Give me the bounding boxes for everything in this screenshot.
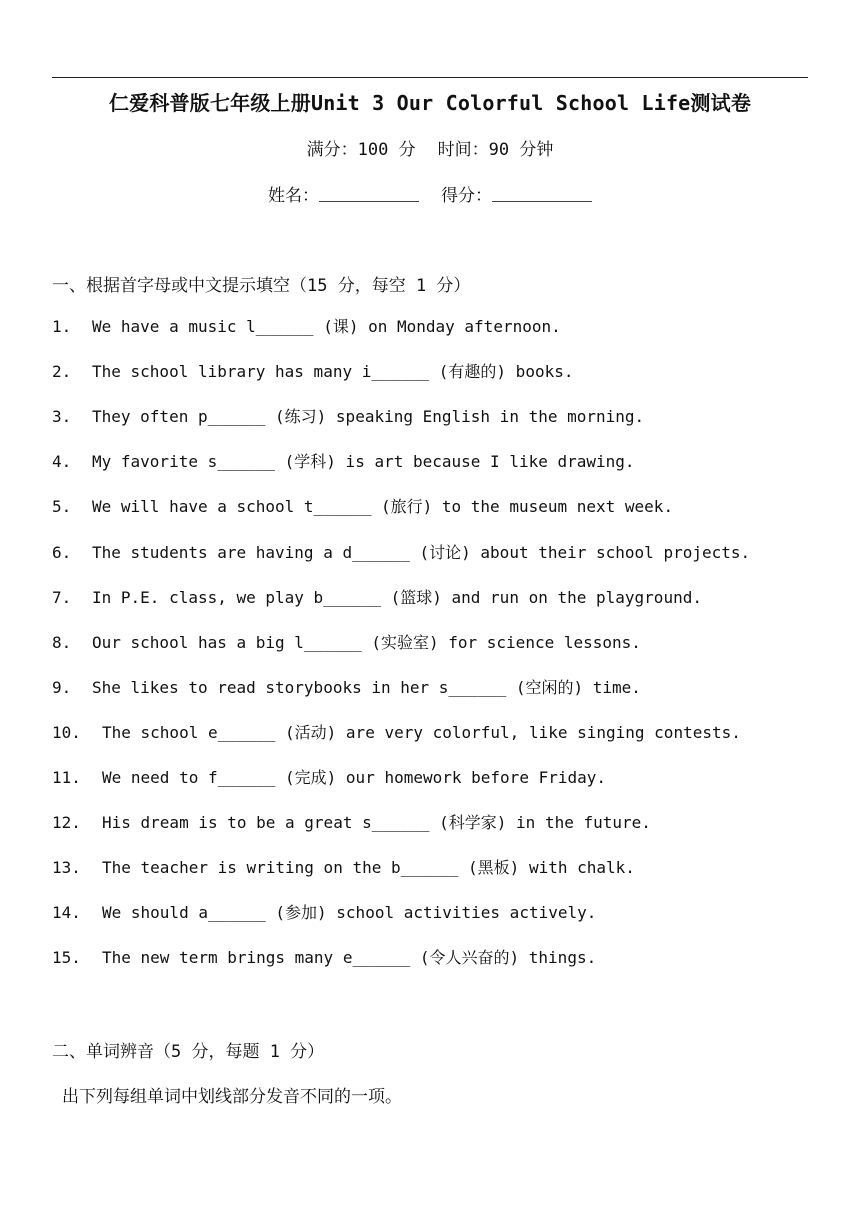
question-item	[52, 946, 596, 970]
question-text: The students are having a d______ (讨论) about their school projects.	[92, 542, 751, 562]
section-1-heading: 一、根据首字母或中文提示填空（15 分，每空 1 分）	[52, 276, 471, 296]
question-text: The teacher is writing on the b______ (黑板) with chalk.	[102, 858, 635, 878]
full-score-label: 满分：100 分	[306, 140, 416, 160]
section-2-instruction: 出下列每组单词中划线部分发音不同的一项。	[62, 1087, 402, 1107]
top-divider	[52, 77, 808, 78]
time-label: 时间：90 分钟	[437, 140, 554, 160]
question-item	[52, 315, 561, 339]
exam-info	[0, 135, 860, 160]
question-number: 4.	[52, 452, 72, 472]
name-blank[interactable]	[319, 187, 419, 202]
question-item	[52, 721, 741, 745]
question-text: We need to f______ (完成) our homework before Friday.	[102, 768, 607, 787]
question-text: We will have a school t______ (旅行) to the museum next week.	[92, 497, 674, 517]
question-item	[52, 495, 673, 519]
question-item	[52, 856, 635, 880]
mark-blank[interactable]	[492, 187, 592, 202]
question-number: 2.	[52, 362, 72, 382]
question-number: 12.	[52, 813, 81, 833]
section-2-heading: 二、单词辨音（5 分，每题 1 分）	[52, 1042, 325, 1062]
question-item	[52, 541, 750, 565]
question-text: The new term brings many e______ (令人兴奋的) things.	[102, 948, 597, 968]
question-number: 5.	[52, 497, 72, 517]
page-title: 仁爱科普版七年级上册Unit 3 Our Colorful School Life测试卷	[108, 91, 752, 115]
question-text: We have a music l______ (课) on Monday afternoon.	[92, 317, 561, 336]
question-number: 11.	[52, 768, 81, 787]
question-number: 15.	[52, 948, 81, 968]
question-text: In P.E. class, we play b______ (篮球) and run on the playground.	[92, 587, 702, 607]
question-text: She likes to read storybooks in her s______ (空闲的) time.	[92, 677, 641, 697]
question-text: They often p______ (练习) speaking English in the morning.	[92, 407, 645, 427]
student-info	[0, 181, 860, 206]
question-text: His dream is to be a great s______ (科学家) in the future.	[102, 813, 651, 833]
name-label: 姓名：	[268, 186, 319, 206]
question-text: The school library has many i______ (有趣的) books.	[92, 362, 574, 382]
question-number: 9.	[52, 677, 72, 697]
question-item	[52, 360, 573, 384]
question-item	[52, 901, 596, 925]
question-number: 14.	[52, 903, 81, 923]
question-number: 13.	[52, 858, 81, 878]
question-item	[52, 586, 702, 610]
question-number: 8.	[52, 632, 72, 652]
question-number: 7.	[52, 587, 72, 607]
question-text: My favorite s______ (学科) is art because I like drawing.	[92, 452, 635, 472]
question-number: 10.	[52, 722, 81, 742]
question-item	[52, 450, 635, 474]
question-text: We should a______ (参加) school activities actively.	[102, 903, 597, 923]
question-number: 1.	[52, 317, 72, 336]
question-item	[52, 676, 641, 700]
question-text: Our school has a big l______ (实验室) for science lessons.	[92, 632, 641, 652]
question-item	[52, 631, 641, 655]
question-item	[52, 811, 651, 835]
question-item	[52, 766, 606, 790]
question-text: The school e______ (活动) are very colorful, like singing contests.	[102, 722, 741, 742]
question-number: 3.	[52, 407, 72, 427]
question-item	[52, 405, 644, 429]
mark-label: 得分：	[441, 186, 492, 206]
question-number: 6.	[52, 542, 72, 562]
